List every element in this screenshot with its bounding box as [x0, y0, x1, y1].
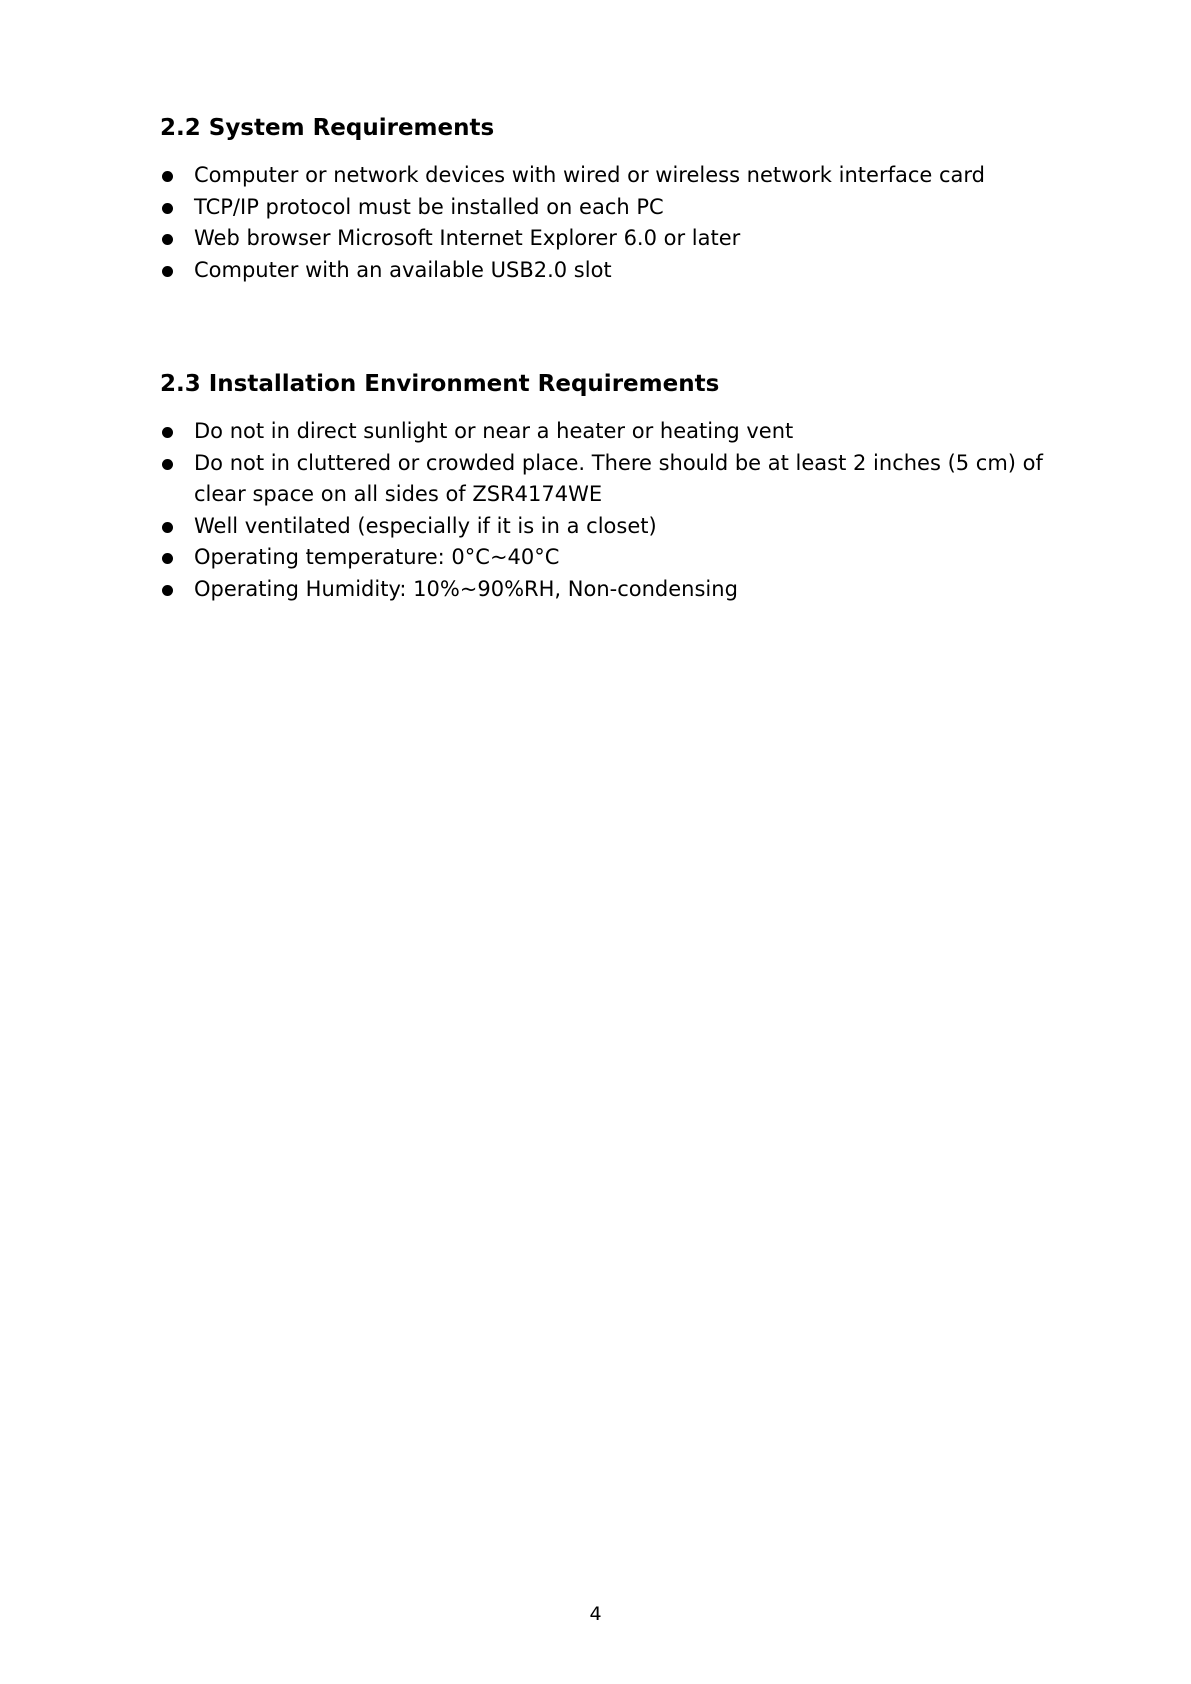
page-number: 4	[589, 1603, 602, 1625]
bullet-icon	[162, 553, 173, 564]
list-item	[160, 223, 1090, 255]
list-item-text: Web browser Microsoft Internet Explorer 6.0 or later	[194, 226, 741, 250]
requirements-list	[160, 416, 1090, 605]
bullet-icon	[162, 522, 173, 533]
list-item-text: Do not in direct sunlight or near a heater or heating vent	[194, 419, 794, 443]
section-heading: 2.2 System Requirements	[160, 115, 495, 141]
bullet-icon	[162, 459, 173, 470]
list-item-text: Do not in cluttered or crowded place. There should be at least 2 inches (5 cm) of clear space on all sides of ZSR4174WE	[194, 450, 1043, 506]
list-item	[160, 416, 1090, 448]
list-item	[160, 574, 1090, 606]
list-item	[160, 511, 1090, 543]
list-item-text: Operating Humidity: 10%~90%RH, Non-condensing	[194, 576, 738, 601]
list-item	[160, 255, 1090, 287]
list-item-text: Computer with an available USB2.0 slot	[194, 257, 612, 282]
bullet-icon	[162, 427, 173, 438]
list-item-text: Computer or network devices with wired or wireless network interface card	[194, 163, 985, 187]
section-heading: 2.3 Installation Environment Requirements	[160, 371, 720, 397]
list-item-text: TCP/IP protocol must be installed on each PC	[194, 194, 664, 219]
bullet-icon	[162, 234, 173, 245]
bullet-icon	[162, 585, 173, 596]
section-system-requirements	[160, 113, 1090, 286]
list-item	[160, 192, 1090, 224]
list-item	[160, 160, 1090, 192]
bullet-icon	[162, 266, 173, 277]
requirements-list	[160, 160, 1090, 286]
list-item-text: Well ventilated (especially if it is in a closet)	[194, 513, 657, 538]
list-item-text: Operating temperature: 0°C~40°C	[194, 545, 560, 569]
bullet-icon	[162, 203, 173, 214]
list-item	[160, 542, 1090, 574]
bullet-icon	[162, 171, 173, 182]
section-installation-environment	[160, 369, 1090, 605]
list-item	[160, 448, 1090, 511]
